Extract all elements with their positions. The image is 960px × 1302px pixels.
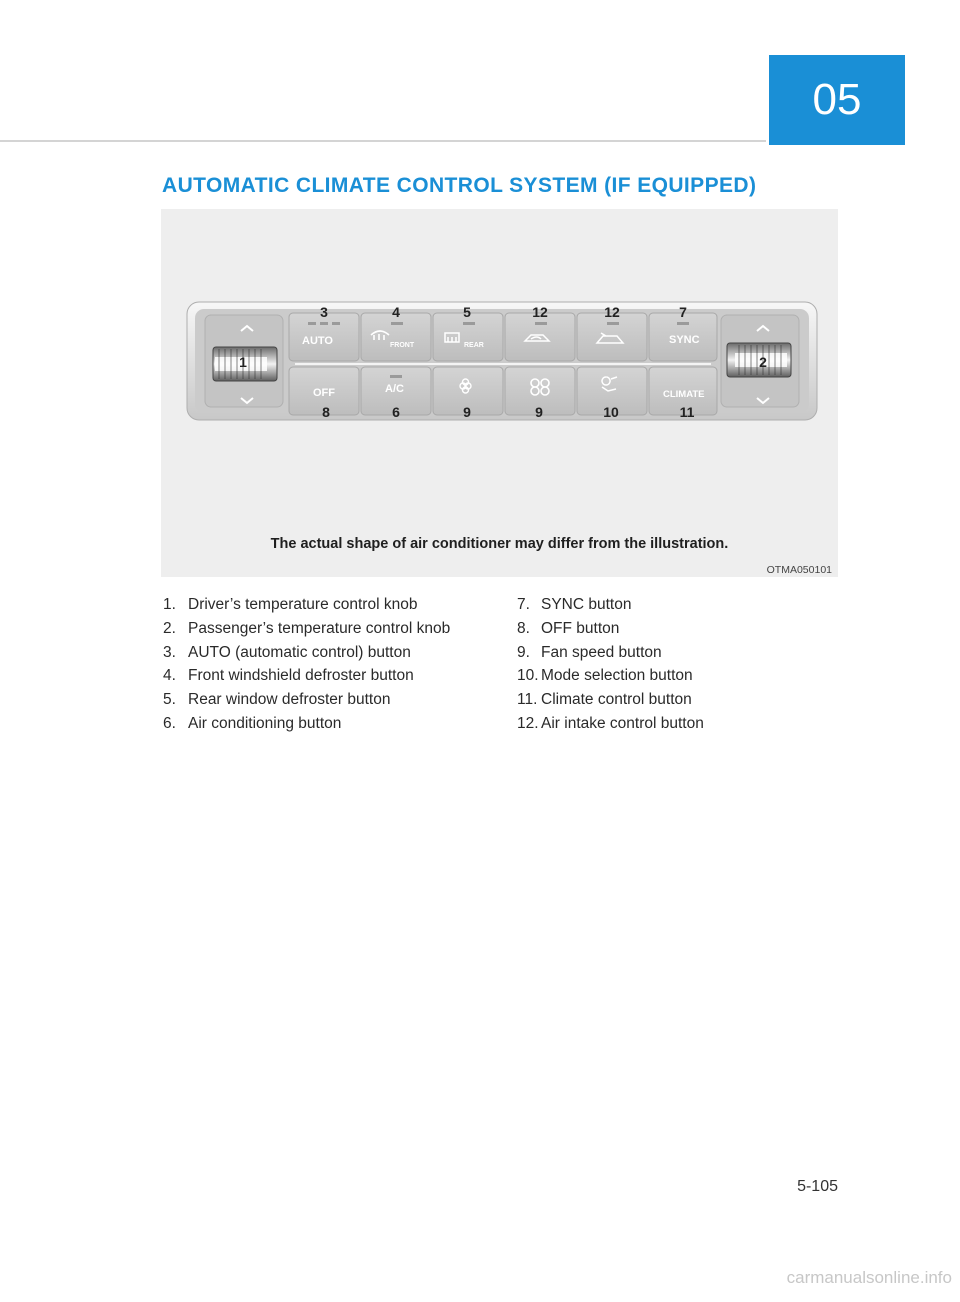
legend-number: 7. (517, 596, 530, 613)
auto-button-label: AUTO (302, 335, 333, 347)
watermark: carmanualsonline.info (786, 1268, 952, 1287)
legend-item (517, 641, 827, 665)
legend-item (517, 617, 827, 641)
ac-button-label: A/C (385, 383, 404, 395)
legend-left (163, 593, 493, 736)
callout-2: 2 (759, 354, 767, 370)
legend-number: 1. (163, 596, 176, 613)
legend-item (163, 664, 493, 688)
legend-text: Climate control button (541, 691, 692, 709)
legend-right (517, 593, 827, 736)
legend-item (517, 688, 827, 712)
legend-number: 12. (517, 714, 539, 732)
legend-number: 2. (163, 619, 176, 637)
legend-text: OFF button (541, 619, 620, 637)
legend-text: Driver’s temperature control knob (188, 596, 418, 613)
legend-text: SYNC button (541, 596, 632, 613)
figure-code: OTMA050101 (766, 564, 832, 576)
legend-item (163, 593, 493, 617)
callout-10: 10 (603, 404, 619, 420)
callout-12a: 12 (532, 304, 548, 320)
legend-text: Air intake control button (541, 714, 704, 732)
callout-7: 7 (679, 304, 687, 320)
callout-4: 4 (392, 304, 400, 320)
legend-item (163, 641, 493, 665)
legend-item (517, 593, 827, 617)
legend-number: 3. (163, 643, 176, 661)
legend-text: AUTO (automatic control) button (188, 643, 411, 661)
front-button-label: FRONT (390, 342, 415, 349)
legend-text: Passenger’s temperature control knob (188, 619, 451, 637)
legend-number: 5. (163, 691, 176, 709)
figure-caption: The actual shape of air conditioner may differ from the illustration. (270, 536, 729, 552)
callout-9a: 9 (463, 404, 471, 420)
callout-8: 8 (322, 404, 330, 420)
legend-item (517, 664, 827, 688)
callout-12b: 12 (604, 304, 620, 320)
bottom-button-row (289, 367, 717, 415)
callout-5: 5 (463, 304, 471, 320)
legend-text: Fan speed button (541, 643, 662, 661)
off-button-label: OFF (313, 387, 335, 399)
section-title: AUTOMATIC CLIMATE CONTROL SYSTEM (IF EQUIPPED) (162, 174, 757, 197)
legend-text: Mode selection button (541, 667, 693, 685)
rear-button-label: REAR (464, 342, 484, 349)
top-button-row (289, 313, 717, 361)
legend-number: 10. (517, 667, 539, 685)
legend-number: 6. (163, 714, 176, 732)
legend-number: 9. (517, 643, 530, 661)
chapter-tab: 05 (769, 55, 905, 145)
callout-9b: 9 (535, 404, 543, 420)
legend-number: 11. (517, 691, 538, 709)
legend-text: Front windshield defroster button (188, 667, 414, 685)
sync-button-label: SYNC (669, 334, 700, 346)
legend-text: Air conditioning button (188, 714, 342, 732)
legend-number: 4. (163, 667, 176, 685)
callout-3: 3 (320, 304, 328, 320)
callout-6: 6 (392, 404, 400, 420)
climate-panel-illustration (161, 209, 838, 577)
climate-control-figure (161, 209, 838, 577)
legend-number: 8. (517, 619, 530, 637)
legend-text: Rear window defroster button (188, 691, 391, 709)
page-number: 5-105 (797, 1178, 838, 1195)
header-rule (0, 140, 766, 142)
legend-item (163, 617, 493, 641)
callout-1: 1 (239, 354, 247, 370)
legend-item (517, 712, 827, 736)
legend-item (163, 712, 493, 736)
climate-button-label: CLIMATE (663, 389, 705, 400)
callout-11: 11 (679, 404, 695, 420)
legend-item (163, 688, 493, 712)
